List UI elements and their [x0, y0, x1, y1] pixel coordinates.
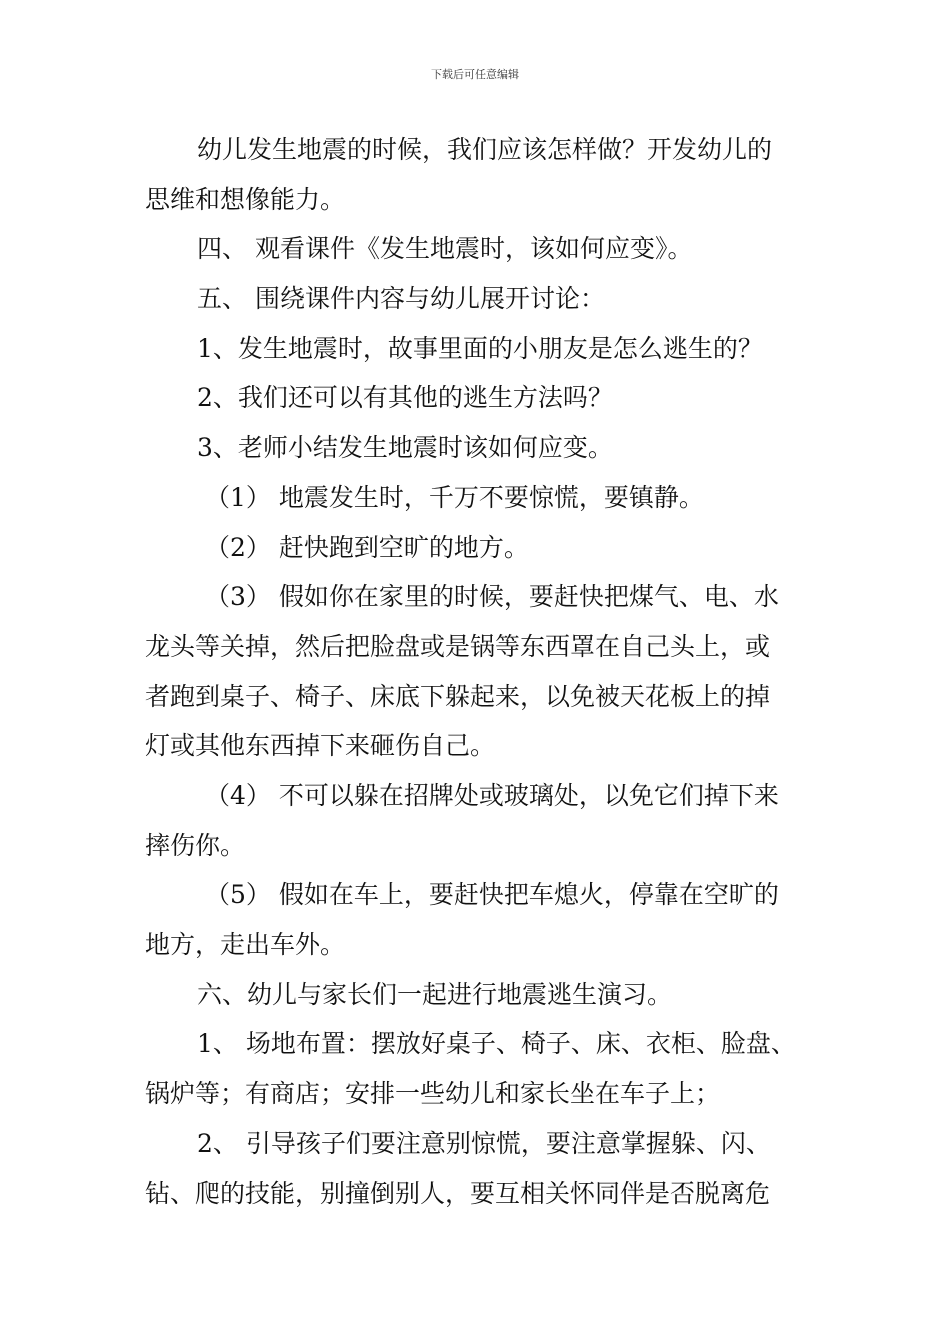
list-item: 3、老师小结发生地震时该如何应变。 — [197, 433, 613, 462]
page-header: 下载后可任意编辑 — [431, 68, 519, 81]
section-heading-5: 五、 围绕课件内容与幼儿展开讨论： — [197, 284, 605, 313]
sub-list-item: （2） 赶快跑到空旷的地方。 — [205, 533, 529, 562]
sub-list-item: （3） 假如你在家里的时候，要赶快把煤气、电、水 — [205, 582, 779, 611]
list-item: 1、发生地震时，故事里面的小朋友是怎么逃生的？ — [197, 334, 763, 363]
paragraph-line: 者跑到桌子、椅子、床底下躲起来，以免被天花板上的掉 — [145, 682, 771, 711]
sub-list-item: （4） 不可以躲在招牌处或玻璃处，以免它们掉下来 — [205, 781, 779, 810]
paragraph-line: 钻、爬的技能，别撞倒别人，要互相关怀同伴是否脱离危 — [145, 1179, 771, 1208]
paragraph-line: 思维和想像能力。 — [145, 185, 346, 214]
paragraph-line: 锅炉等；有商店；安排一些幼儿和家长坐在车子上； — [145, 1079, 721, 1108]
section-heading-6: 六、幼儿与家长们一起进行地震逃生演习。 — [197, 980, 673, 1009]
list-item: 2、 引导孩子们要注意别惊慌，要注意掌握躲、闪、 — [197, 1129, 771, 1158]
paragraph-line: 龙头等关掉，然后把脸盘或是锅等东西罩在自己头上，或 — [145, 632, 771, 661]
list-item: 2、我们还可以有其他的逃生方法吗？ — [197, 383, 613, 412]
list-item: 1、 场地布置：摆放好桌子、椅子、床、衣柜、脸盘、 — [197, 1029, 796, 1058]
sub-list-item: （5） 假如在车上，要赶快把车熄火，停靠在空旷的 — [205, 880, 779, 909]
paragraph-line: 地方，走出车外。 — [145, 930, 346, 959]
paragraph-line: 摔伤你。 — [145, 831, 246, 860]
sub-list-item: （1） 地震发生时，千万不要惊慌，要镇静。 — [205, 483, 704, 512]
paragraph-line: 幼儿发生地震的时候，我们应该怎样做？开发幼儿的 — [197, 135, 773, 164]
paragraph-line: 灯或其他东西掉下来砸伤自己。 — [145, 731, 496, 760]
section-heading-4: 四、 观看课件《发生地震时，该如何应变》。 — [197, 234, 693, 263]
